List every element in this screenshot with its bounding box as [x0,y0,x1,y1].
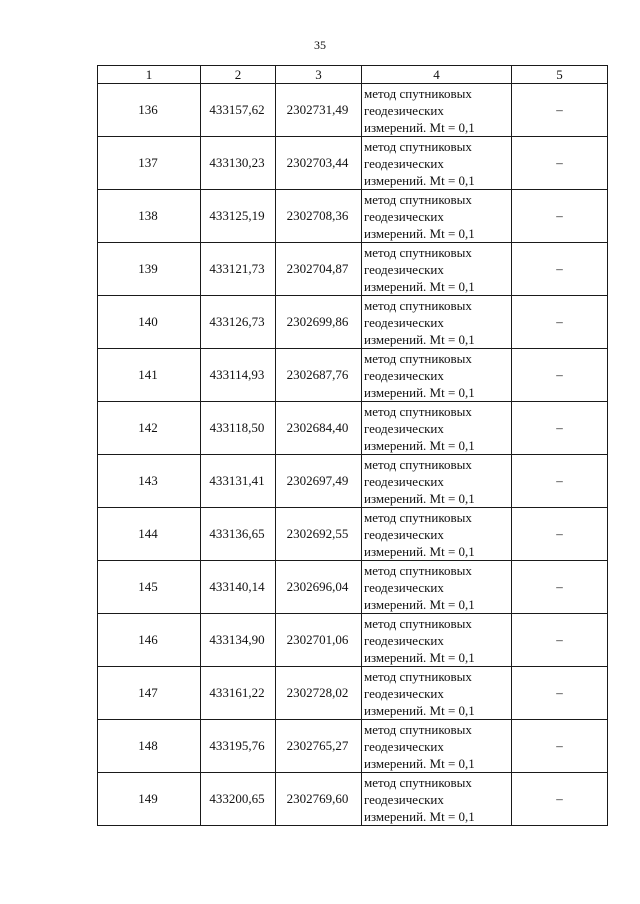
method-text-line: измерений. Mt = 0,1 [364,172,475,188]
method-text-line: измерений. Mt = 0,1 [364,808,475,824]
method-cell [362,137,512,190]
y-coordinate-cell: 2302731,49 [276,84,362,137]
method-text-line: измерений. Mt = 0,1 [364,702,475,718]
y-coordinate-cell: 2302692,55 [276,508,362,561]
y-coordinate-cell: 2302687,76 [276,349,362,402]
method-text-line: геодезических [364,632,444,648]
point-number-cell: 146 [98,614,201,667]
table-row [98,84,608,137]
x-coordinate-cell: 433140,14 [201,561,276,614]
method-cell [362,243,512,296]
x-coordinate-cell: 433131,41 [201,455,276,508]
point-number-cell: 142 [98,402,201,455]
point-number-cell: 148 [98,720,201,773]
table-row [98,137,608,190]
table-row [98,190,608,243]
x-coordinate-cell: 433157,62 [201,84,276,137]
y-coordinate-cell: 2302703,44 [276,137,362,190]
method-text-line: метод спутниковых [364,403,472,419]
note-cell: – [512,508,608,561]
method-cell [362,720,512,773]
method-text-line: метод спутниковых [364,297,472,313]
method-text-line: метод спутниковых [364,562,472,578]
note-cell: – [512,402,608,455]
method-text-line: геодезических [364,367,444,383]
method-cell [362,667,512,720]
method-cell [362,402,512,455]
method-text-line: геодезических [364,473,444,489]
method-text-line: метод спутниковых [364,668,472,684]
method-text-line: метод спутниковых [364,721,472,737]
y-coordinate-cell: 2302769,60 [276,773,362,826]
x-coordinate-cell: 433125,19 [201,190,276,243]
method-text-line: измерений. Mt = 0,1 [364,384,475,400]
method-cell [362,296,512,349]
header-col-2: 2 [201,66,276,84]
y-coordinate-cell: 2302708,36 [276,190,362,243]
y-coordinate-cell: 2302684,40 [276,402,362,455]
method-text-line: измерений. Mt = 0,1 [364,331,475,347]
note-cell: – [512,720,608,773]
method-text-line: геодезических [364,791,444,807]
point-number-cell: 147 [98,667,201,720]
method-cell [362,773,512,826]
method-cell [362,455,512,508]
point-number-cell: 144 [98,508,201,561]
table-row [98,243,608,296]
note-cell: – [512,561,608,614]
note-cell: – [512,296,608,349]
method-text-line: измерений. Mt = 0,1 [364,596,475,612]
header-row [98,66,608,84]
table-body [98,84,608,826]
point-number-cell: 138 [98,190,201,243]
method-text-line: метод спутниковых [364,350,472,366]
y-coordinate-cell: 2302699,86 [276,296,362,349]
method-text-line: геодезических [364,155,444,171]
method-text-line: измерений. Mt = 0,1 [364,437,475,453]
note-cell: – [512,349,608,402]
table-row [98,561,608,614]
method-text-line: метод спутниковых [364,509,472,525]
method-text-line: метод спутниковых [364,774,472,790]
point-number-cell: 145 [98,561,201,614]
table-header [98,66,608,84]
method-text-line: измерений. Mt = 0,1 [364,543,475,559]
x-coordinate-cell: 433126,73 [201,296,276,349]
header-col-1: 1 [98,66,201,84]
method-cell [362,561,512,614]
method-text-line: геодезических [364,261,444,277]
x-coordinate-cell: 433130,23 [201,137,276,190]
point-number-cell: 141 [98,349,201,402]
method-text-line: метод спутниковых [364,244,472,260]
method-text-line: измерений. Mt = 0,1 [364,649,475,665]
note-cell: – [512,190,608,243]
point-number-cell: 149 [98,773,201,826]
table-row [98,773,608,826]
method-text-line: метод спутниковых [364,615,472,631]
table-row [98,508,608,561]
header-col-5: 5 [512,66,608,84]
method-text-line: измерений. Mt = 0,1 [364,755,475,771]
method-text-line: геодезических [364,579,444,595]
point-number-cell: 140 [98,296,201,349]
method-text-line: измерений. Mt = 0,1 [364,119,475,135]
method-text-line: метод спутниковых [364,85,472,101]
y-coordinate-cell: 2302765,27 [276,720,362,773]
method-cell [362,508,512,561]
method-text-line: геодезических [364,208,444,224]
method-text-line: геодезических [364,102,444,118]
table-row [98,614,608,667]
table-row [98,402,608,455]
point-number-cell: 139 [98,243,201,296]
header-col-4: 4 [362,66,512,84]
y-coordinate-cell: 2302704,87 [276,243,362,296]
method-text-line: геодезических [364,685,444,701]
note-cell: – [512,84,608,137]
note-cell: – [512,243,608,296]
note-cell: – [512,614,608,667]
x-coordinate-cell: 433121,73 [201,243,276,296]
method-text-line: измерений. Mt = 0,1 [364,225,475,241]
x-coordinate-cell: 433114,93 [201,349,276,402]
method-cell [362,84,512,137]
point-number-cell: 143 [98,455,201,508]
table-row [98,349,608,402]
y-coordinate-cell: 2302697,49 [276,455,362,508]
method-cell [362,190,512,243]
x-coordinate-cell: 433134,90 [201,614,276,667]
note-cell: – [512,137,608,190]
method-text-line: геодезических [364,314,444,330]
point-number-cell: 137 [98,137,201,190]
method-cell [362,349,512,402]
header-col-3: 3 [276,66,362,84]
y-coordinate-cell: 2302701,06 [276,614,362,667]
x-coordinate-cell: 433118,50 [201,402,276,455]
method-cell [362,614,512,667]
table-row [98,667,608,720]
method-text-line: геодезических [364,526,444,542]
method-text-line: геодезических [364,738,444,754]
y-coordinate-cell: 2302696,04 [276,561,362,614]
method-text-line: метод спутниковых [364,138,472,154]
table-row [98,455,608,508]
coordinates-table [97,65,608,826]
x-coordinate-cell: 433195,76 [201,720,276,773]
note-cell: – [512,455,608,508]
x-coordinate-cell: 433200,65 [201,773,276,826]
x-coordinate-cell: 433136,65 [201,508,276,561]
point-number-cell: 136 [98,84,201,137]
x-coordinate-cell: 433161,22 [201,667,276,720]
method-text-line: геодезических [364,420,444,436]
method-text-line: метод спутниковых [364,191,472,207]
y-coordinate-cell: 2302728,02 [276,667,362,720]
page-number: 35 [314,38,326,52]
method-text-line: метод спутниковых [364,456,472,472]
method-text-line: измерений. Mt = 0,1 [364,490,475,506]
note-cell: – [512,773,608,826]
note-cell: – [512,667,608,720]
table-row [98,296,608,349]
method-text-line: измерений. Mt = 0,1 [364,278,475,294]
table-row [98,720,608,773]
